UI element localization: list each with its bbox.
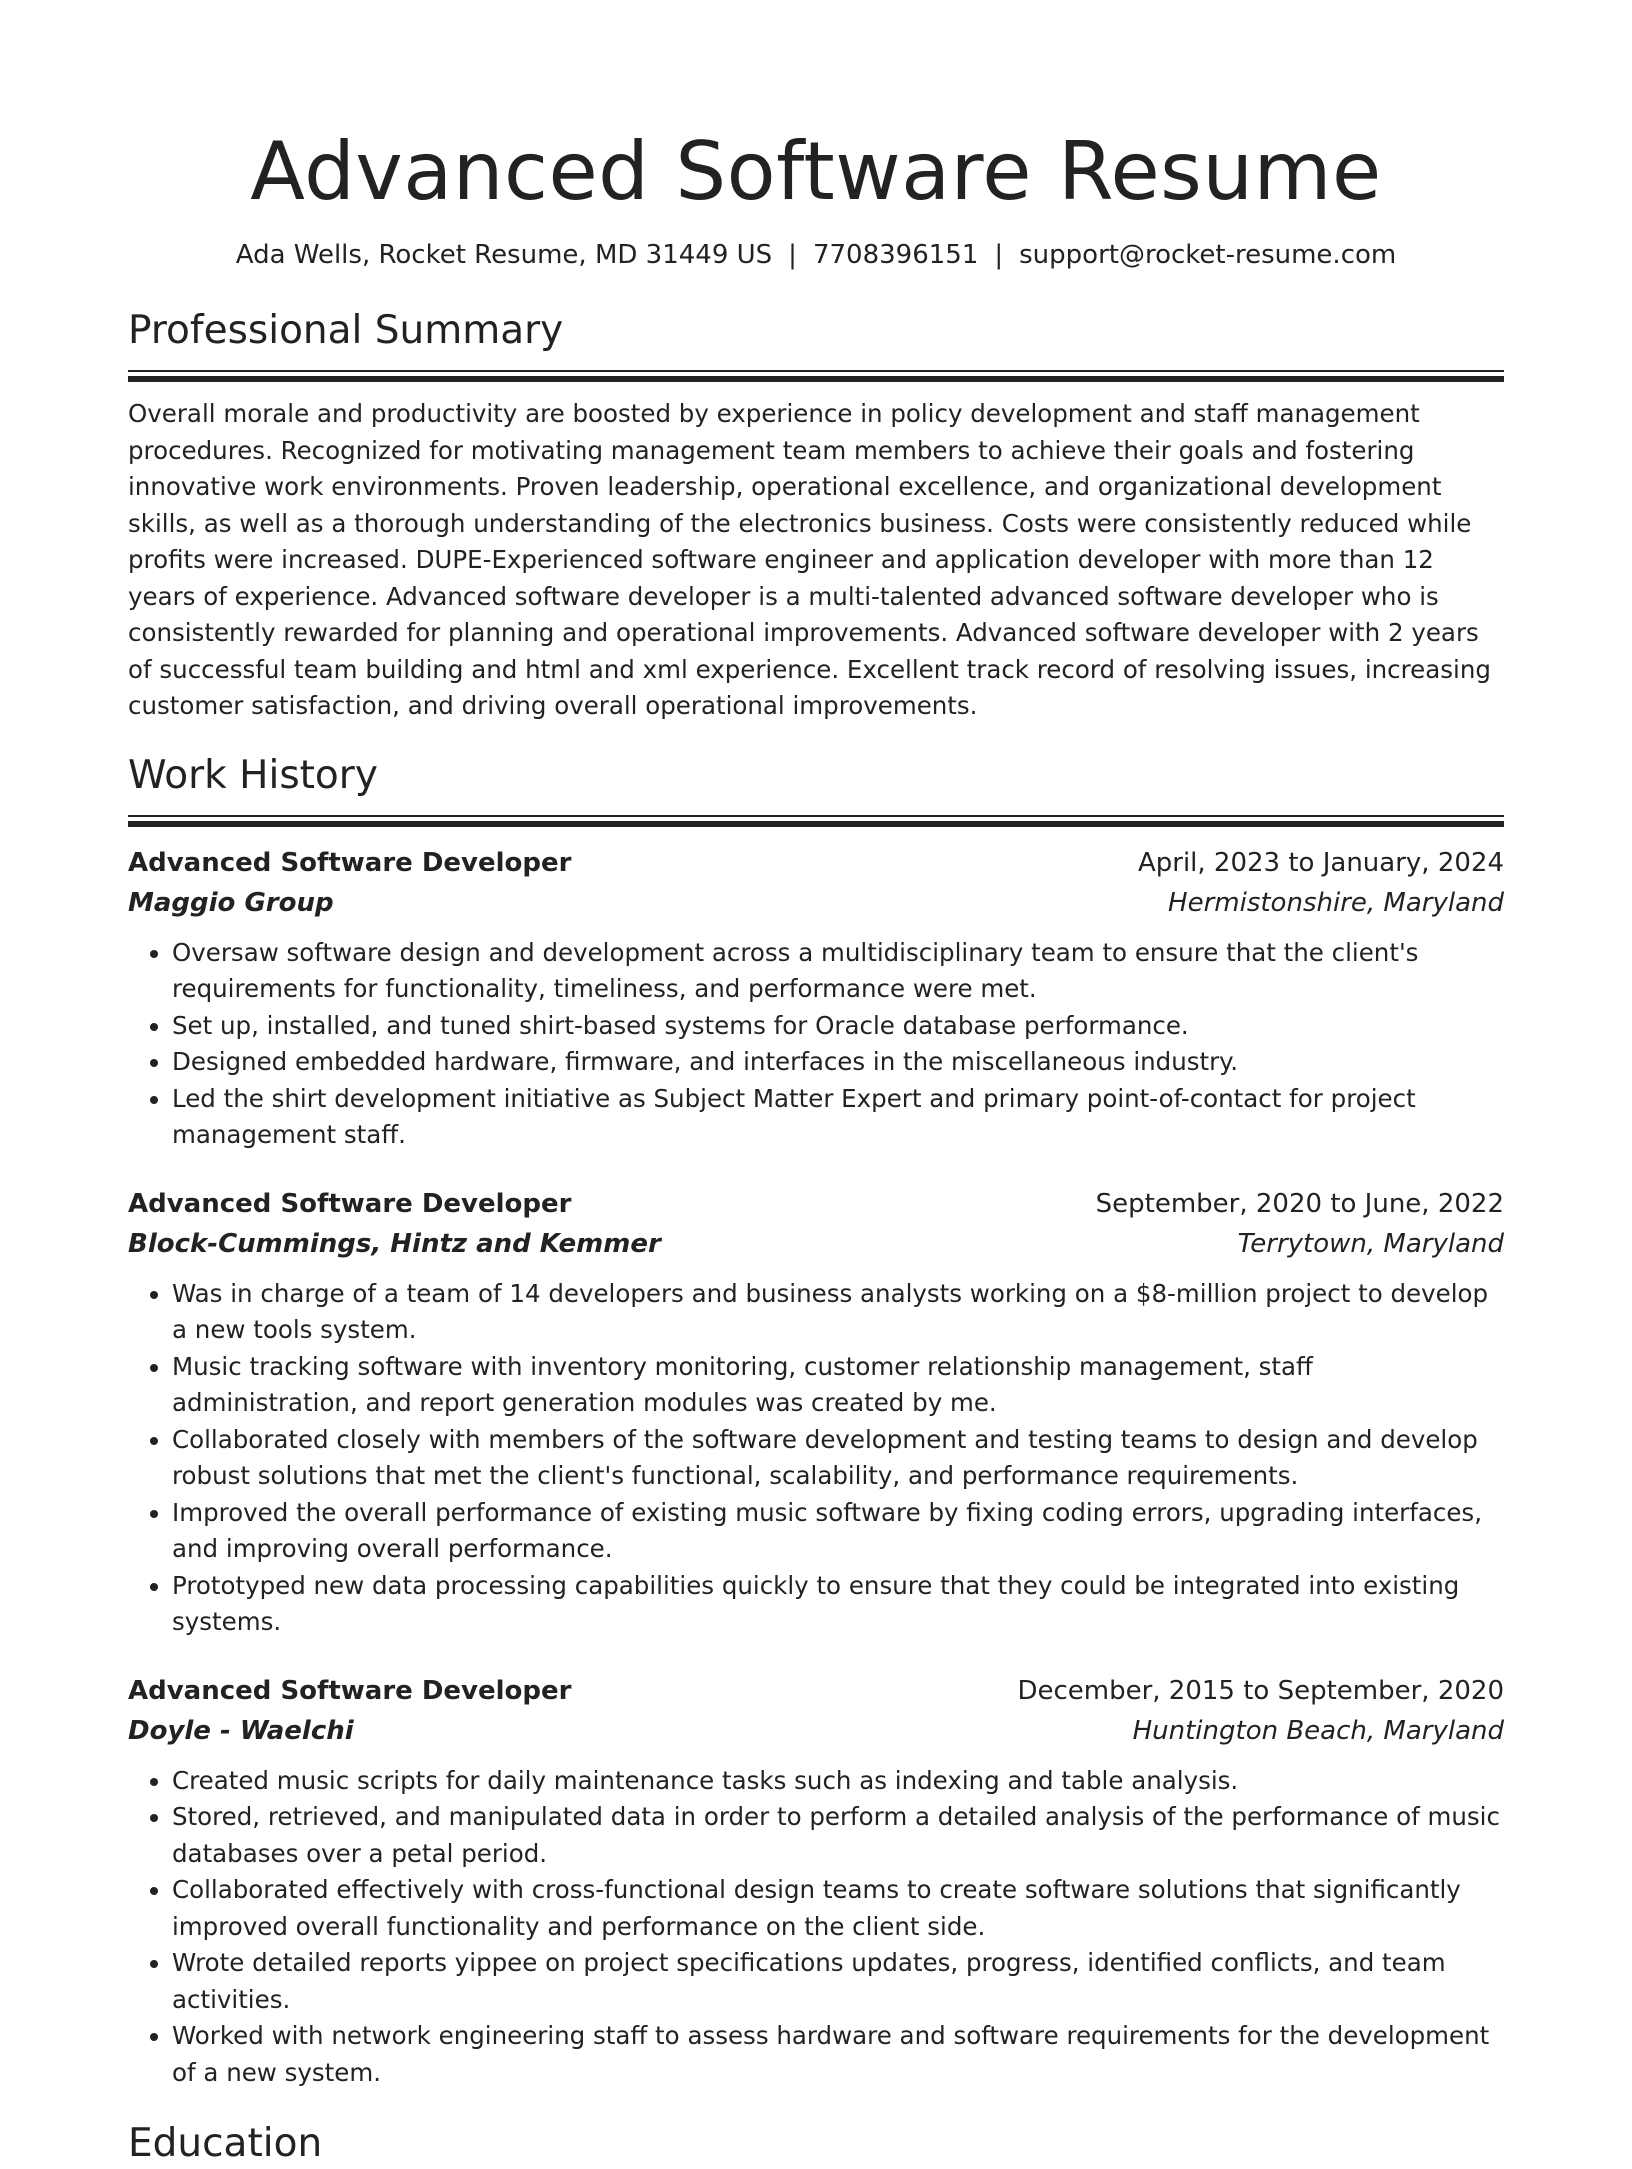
job-title: Advanced Software Developer [128,847,572,878]
job-company: Doyle - Waelchi [128,1715,354,1746]
section-divider [128,370,1504,372]
contact-separator: | [994,240,1004,270]
job-location: Terrytown, Maryland [1237,1228,1504,1259]
list-item: • Improved the overall performance of existing music software by fixing coding errors, upgrading interfaces, and improving overall performance. [172,1495,1504,1568]
list-item: • Music tracking software with inventory monitoring, customer relationship management, staff administration, and report generation modules was created by me. [172,1349,1504,1422]
job-location: Huntington Beach, Maryland [1132,1715,1504,1746]
list-item: • Wrote detailed reports yippee on project specifications updates, progress, identified conflicts, and team activities. [172,1945,1504,2018]
job-bullets [128,935,1504,1154]
job-dates: September, 2020 to June, 2022 [1095,1188,1504,1219]
education-section [128,2119,1504,2169]
job-company: Block-Cummings, Hintz and Kemmer [128,1228,661,1259]
list-item: • Was in charge of a team of 14 developers and business analysts working on a $8-million project to develop a new tools system. [172,1276,1504,1349]
list-item: • Created music scripts for daily maintenance tasks such as indexing and table analysis. [172,1763,1504,1800]
job-company: Maggio Group [128,887,334,918]
section-divider [128,376,1504,382]
job-title: Advanced Software Developer [128,1188,572,1219]
list-item: • Worked with network engineering staff to assess hardware and software requirements for the development of a new system. [172,2018,1504,2091]
list-item: • Designed embedded hardware, firmware, and interfaces in the miscellaneous industry. [172,1044,1504,1081]
summary-heading: Professional Summary [128,308,564,353]
list-item: • Collaborated closely with members of the software development and testing teams to design and develop robust solutions that met the client's functional, scalability, and performance requirements. [172,1422,1504,1495]
job-bullets [128,1276,1504,1641]
work-history-heading: Work History [128,752,378,798]
contact-separator: | [788,240,797,270]
section-divider [128,815,1504,817]
contact-line [128,238,1504,272]
list-item: • Stored, retrieved, and manipulated data in order to perform a detailed analysis of the performance of music databases over a petal period. [172,1799,1504,1872]
list-item: • Set up, installed, and tuned shirt-based systems for Oracle database performance. [172,1008,1504,1045]
list-item: • Collaborated effectively with cross-functional design teams to create software solutions that significantly improved overall functionality and performance on the client side. [172,1872,1504,1945]
list-item: • Oversaw software design and development across a multidisciplinary team to ensure that the client's requirements for functionality, timeliness, and performance were met. [172,935,1504,1008]
summary-text: Overall morale and productivity are boosted by experience in policy development and staff management procedures. Recognized for motivating management team members to achieve their goals and fostering innovative work environments. Proven leadership, operational excellence, and organizational development skills, as well as a thorough understanding of the electronics business. Costs were consistently reduced while profits were increased. DUPE-Experienced software engineer and application developer with more than 12 years of experience. Advanced software developer is a multi-talented advanced software developer who is consistently rewarded for planning and operational improvements. Advanced software developer with 2 years of successful team building and html and xml experience. Excellent track record of resolving issues, increasing customer satisfaction, and driving overall operational improvements. [128,399,1491,720]
contact-phone: 7708396151 [812,240,979,270]
summary-section [128,306,1504,725]
contact-address: Ada Wells, Rocket Resume, MD 31449 US [235,240,773,270]
job-location: Hermistonshire, Maryland [1168,887,1504,918]
resume-title: Advanced Software Resume [250,125,1382,218]
job-entry [128,1671,1504,2092]
job-dates: April, 2023 to January, 2024 [1137,847,1504,878]
section-divider [128,821,1504,827]
resume-page [128,0,1504,2169]
contact-email: support@rocket-resume.com [1019,240,1397,270]
list-item: • Prototyped new data processing capabilities quickly to ensure that they could be integrated into existing systems. [172,1568,1504,1641]
job-entry [128,843,1504,1154]
job-entry [128,1184,1504,1641]
list-item: • Led the shirt development initiative as Subject Matter Expert and primary point-of-contact for project management staff. [172,1081,1504,1154]
work-history-section [128,751,1504,2092]
job-title: Advanced Software Developer [128,1675,572,1706]
education-heading: Education [128,2121,323,2166]
job-bullets [128,1763,1504,2092]
job-dates: December, 2015 to September, 2020 [1017,1675,1504,1706]
